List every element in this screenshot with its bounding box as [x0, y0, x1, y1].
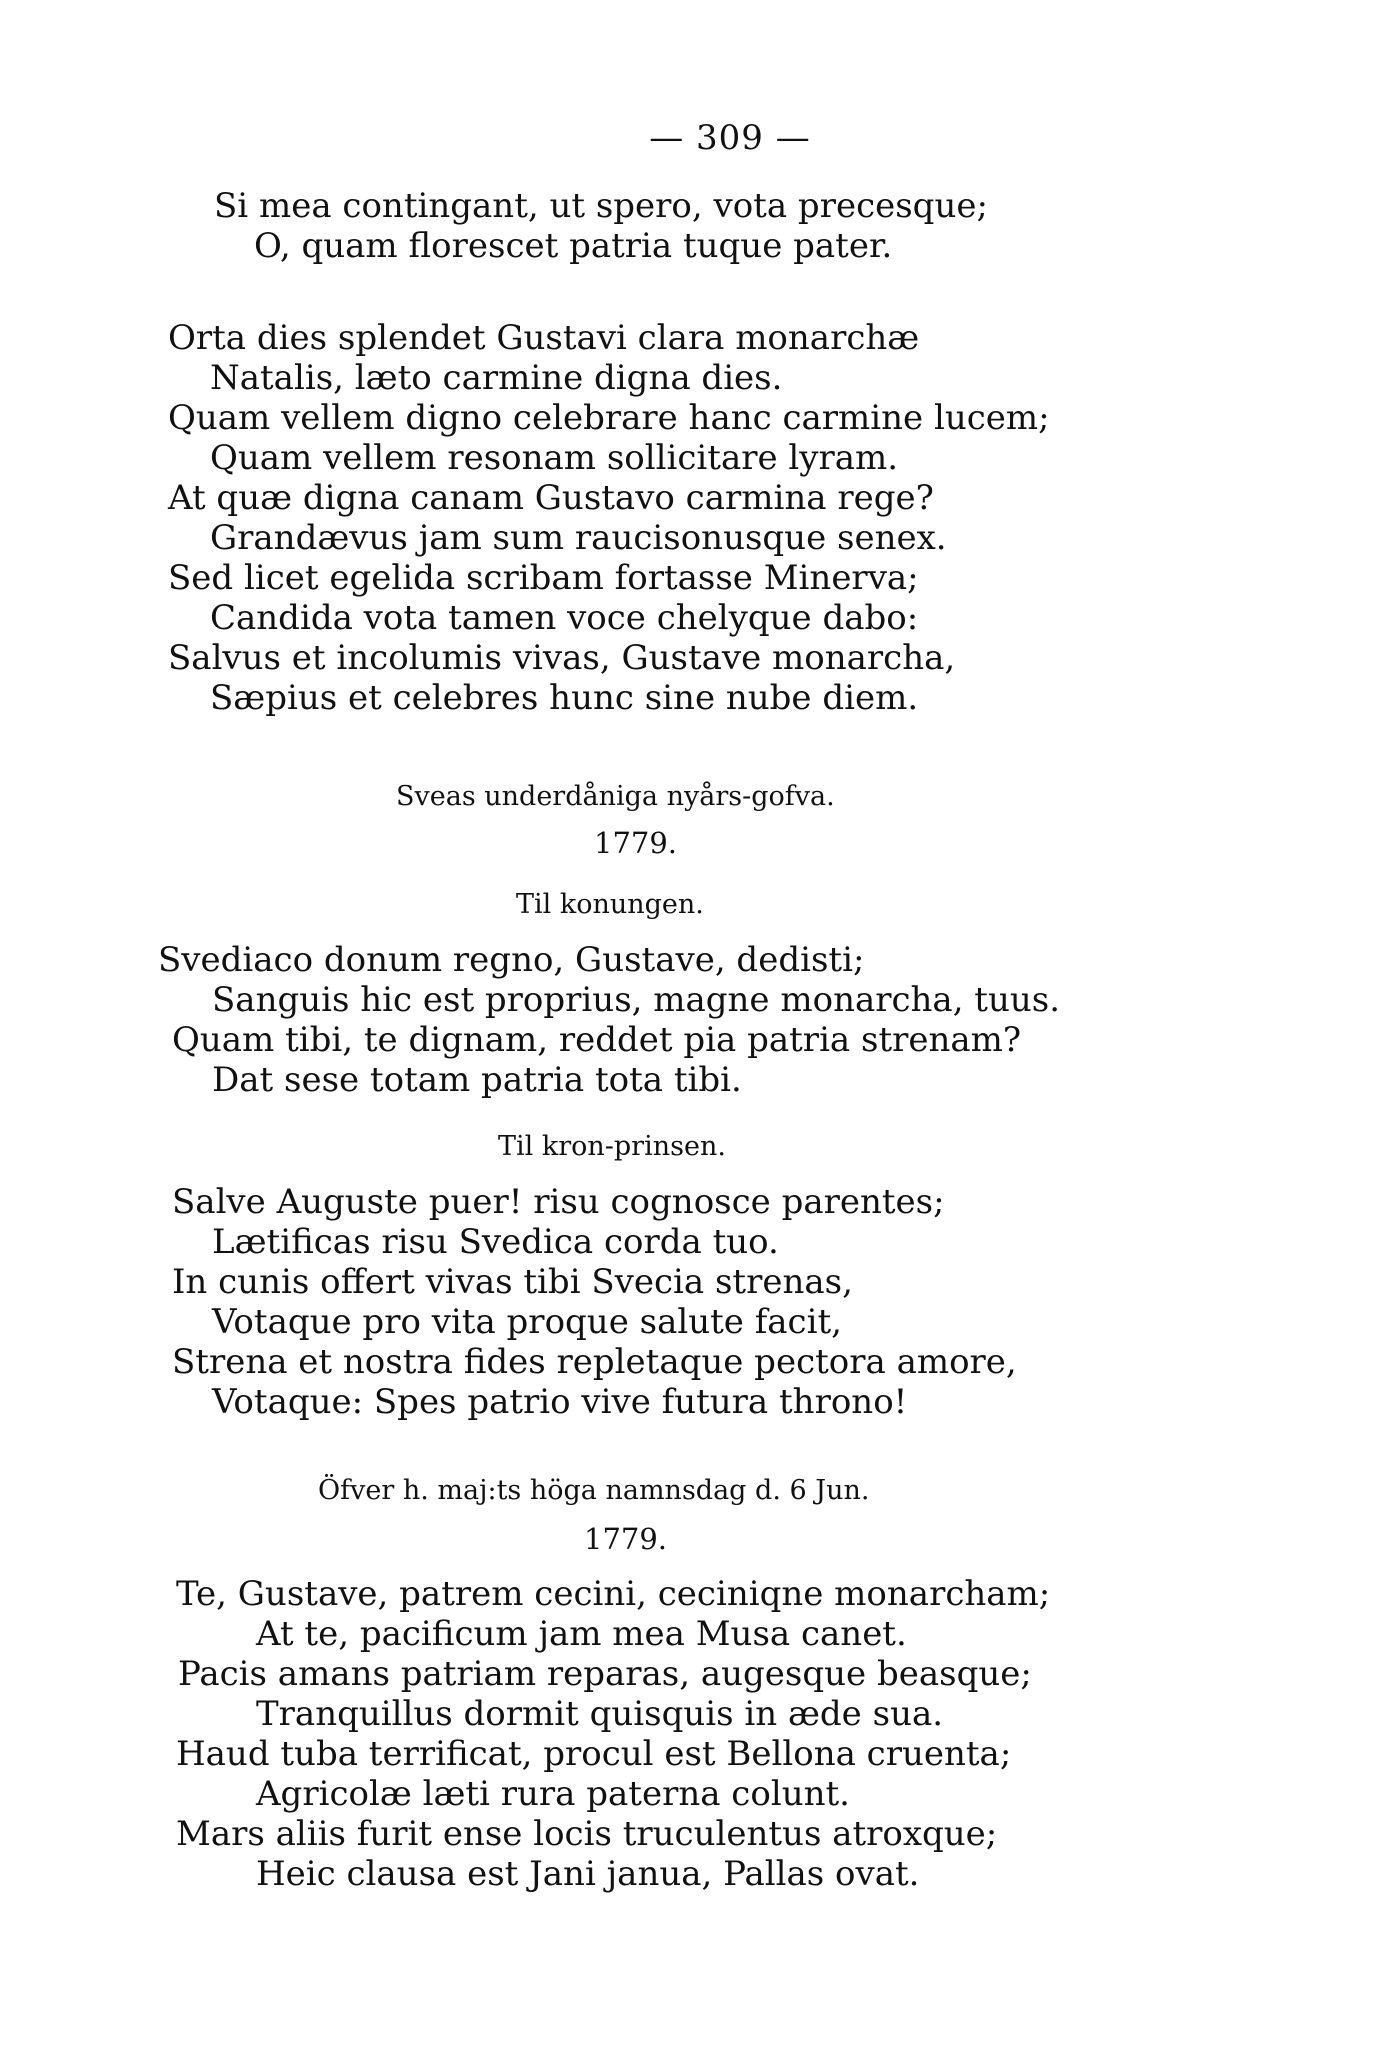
verse-line: Heic clausa est Jani janua, Pallas ovat. [256, 1854, 920, 1894]
section-subtitle: Til konungen. [516, 889, 704, 920]
verse-line: In cunis offert vivas tibi Svecia strenas, [172, 1262, 853, 1302]
verse-line: Haud tuba terrificat, procul est Bellona cruenta; [176, 1734, 1012, 1774]
verse-line: Candida vota tamen voce chelyque dabo: [210, 598, 919, 638]
verse-line: Sed licet egelida scribam fortasse Minerva; [168, 558, 919, 598]
verse-line: Strena et nostra fides repletaque pectora amore, [172, 1342, 1017, 1382]
verse-line: Sæpius et celebres hunc sine nube diem. [210, 678, 919, 718]
section-title: Öfver h. maj:ts höga namnsdag d. 6 Jun. [318, 1475, 870, 1506]
verse-line: Grandævus jam sum raucisonusque senex. [210, 518, 947, 558]
section-subtitle: Til kron-prinsen. [498, 1131, 726, 1162]
verse-line: Pacis amans patriam reparas, augesque beasque; [178, 1654, 1032, 1694]
verse-line: O, quam florescet patria tuque pater. [254, 226, 893, 266]
page-number: — 309 — [649, 118, 811, 158]
verse-line: Votaque: Spes patrio vive futura throno! [212, 1382, 908, 1422]
verse-line: Quam tibi, te dignam, reddet pia patria strenam? [172, 1020, 1022, 1060]
verse-line: Orta dies splendet Gustavi clara monarchæ [168, 318, 920, 358]
verse-line: Mars aliis furit ense locis truculentus atroxque; [176, 1814, 998, 1854]
verse-line: At quæ digna canam Gustavo carmina rege? [168, 478, 934, 518]
verse-line: Sanguis hic est proprius, magne monarcha, tuus. [212, 980, 1061, 1020]
section-year: 1779. [594, 826, 678, 860]
verse-line: Salve Auguste puer! risu cognosce parentes; [172, 1182, 945, 1222]
verse-line: Salvus et incolumis vivas, Gustave monarcha, [168, 638, 956, 678]
verse-line: Lætificas risu Svedica corda tuo. [212, 1222, 779, 1262]
section-year: 1779. [584, 1522, 668, 1556]
verse-line: At te, pacificum jam mea Musa canet. [256, 1614, 907, 1654]
verse-line: Agricolæ læti rura paterna colunt. [256, 1774, 850, 1814]
verse-line: Natalis, læto carmine digna dies. [210, 358, 783, 398]
verse-line: Svediaco donum regno, Gustave, dedisti; [158, 940, 865, 980]
section-title: Sveas underdåniga nyårs-gofva. [396, 781, 835, 812]
verse-line: Te, Gustave, patrem cecini, ceciniqne monarcham; [176, 1574, 1051, 1614]
verse-line: Quam vellem digno celebrare hanc carmine lucem; [168, 398, 1050, 438]
verse-line: Si mea contingant, ut spero, vota precesque; [214, 186, 988, 226]
verse-line: Votaque pro vita proque salute facit, [212, 1302, 842, 1342]
verse-line: Quam vellem resonam sollicitare lyram. [210, 438, 899, 478]
verse-line: Dat sese totam patria tota tibi. [212, 1060, 742, 1100]
verse-line: Tranquillus dormit quisquis in æde sua. [256, 1694, 944, 1734]
